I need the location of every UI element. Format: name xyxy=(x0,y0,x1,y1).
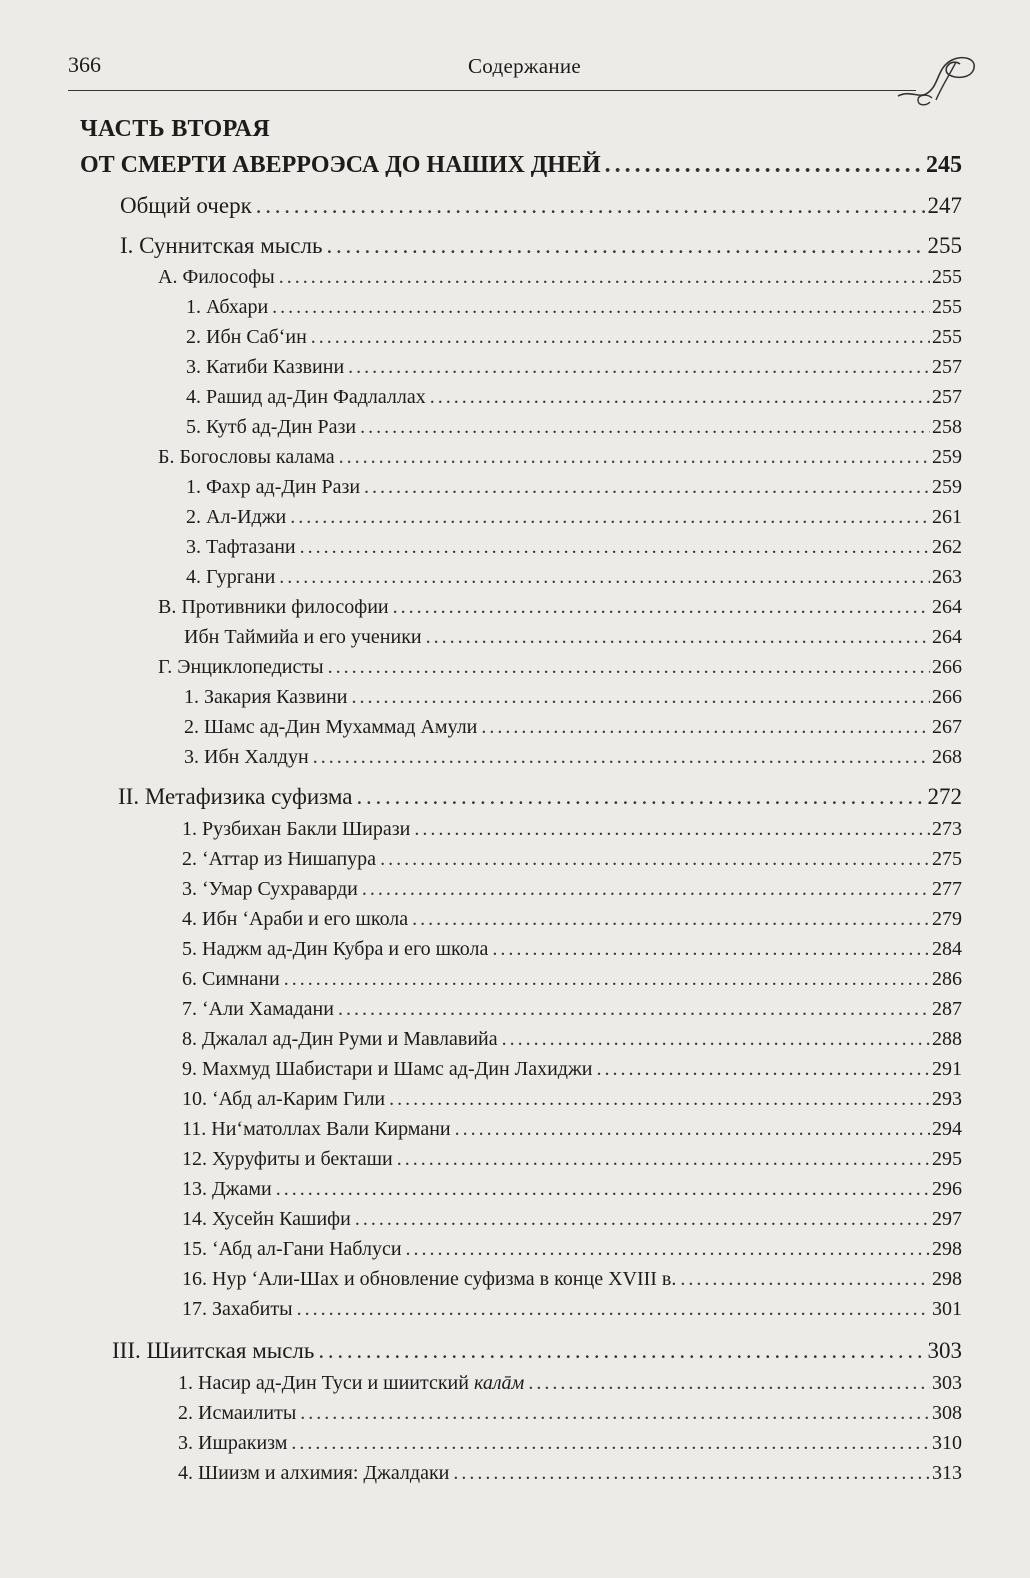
leader-dots xyxy=(300,536,930,559)
toc-entry[interactable] xyxy=(182,848,962,871)
toc-entry[interactable] xyxy=(182,1178,962,1201)
leader-dots xyxy=(455,1118,930,1141)
toc-page: 257 xyxy=(932,356,962,378)
toc-label: 15. ‘Абд ал-Гани Наблуси xyxy=(182,1238,402,1260)
toc-page: 255 xyxy=(932,266,962,288)
toc-entry[interactable] xyxy=(186,536,962,559)
toc-entry[interactable] xyxy=(182,878,962,901)
leader-dots xyxy=(406,1238,930,1261)
part-title: ЧАСТЬ ВТОРАЯ xyxy=(80,116,271,142)
toc-label: 2. ‘Аттар из Нишапура xyxy=(182,848,377,870)
leader-dots xyxy=(453,1462,930,1485)
toc-page: 247 xyxy=(927,193,962,218)
toc-page: 257 xyxy=(932,386,962,408)
toc-entry[interactable] xyxy=(120,193,962,219)
toc-entry[interactable] xyxy=(182,818,962,841)
ornament-flourish-icon xyxy=(896,50,980,108)
leader-dots xyxy=(362,878,930,901)
toc-label-italic: калāм xyxy=(473,1372,525,1394)
running-title: Содержание xyxy=(468,54,582,78)
toc-page: 259 xyxy=(932,476,962,498)
toc-page: 258 xyxy=(932,416,962,438)
leader-dots xyxy=(290,506,930,529)
toc-label: 12. Хуруфиты и бекташи xyxy=(182,1148,393,1170)
leader-dots xyxy=(597,1058,931,1081)
toc-page: 255 xyxy=(932,326,962,348)
toc-page: 298 xyxy=(932,1238,962,1260)
toc-page: 303 xyxy=(927,1338,962,1363)
leader-dots xyxy=(430,386,930,409)
toc-label: 4. Шиизм и алхимия: Джалдаки xyxy=(178,1462,450,1484)
toc-page: 255 xyxy=(927,233,962,258)
toc-label: 4. Гургани xyxy=(186,566,276,588)
toc-page: 291 xyxy=(932,1058,962,1080)
toc-page: 277 xyxy=(932,878,962,900)
toc-entry[interactable] xyxy=(186,416,962,439)
leader-dots xyxy=(328,656,930,679)
toc-entry[interactable] xyxy=(186,386,962,409)
leader-dots xyxy=(348,356,930,379)
toc-entry[interactable] xyxy=(186,296,962,319)
toc-label: 5. Наджм ад-Дин Кубра и его школа xyxy=(182,938,489,960)
toc-page: 288 xyxy=(932,1028,962,1050)
toc-label: ОТ СМЕРТИ АВЕРРОЭСА ДО НАШИХ ДНЕЙ xyxy=(80,152,601,178)
toc-label: 1. Закария Казвини xyxy=(184,686,348,708)
toc-label: 3. Катиби Казвини xyxy=(186,356,345,378)
toc-page: 310 xyxy=(932,1432,962,1454)
toc-label: II. Метафизика суфизма xyxy=(118,784,353,809)
leader-dots xyxy=(397,1148,930,1171)
toc-entry[interactable] xyxy=(182,1088,962,1111)
toc-label: 3. Ишракизм xyxy=(178,1432,288,1454)
leader-dots xyxy=(272,296,930,319)
toc-label: 14. Хусейн Кашифи xyxy=(182,1208,351,1230)
toc-page: 294 xyxy=(932,1118,962,1140)
toc-page: 279 xyxy=(932,908,962,930)
toc-entry[interactable] xyxy=(182,1208,962,1231)
toc-page: 268 xyxy=(932,746,962,768)
leader-dots xyxy=(339,446,930,469)
toc-page: 263 xyxy=(932,566,962,588)
toc-page: 266 xyxy=(932,656,962,678)
toc-entry[interactable] xyxy=(182,1028,962,1051)
toc-label: Ибн Таймийа и его ученики xyxy=(184,626,422,648)
toc-entry[interactable] xyxy=(182,938,962,961)
toc-entry[interactable] xyxy=(184,746,962,769)
toc-label: 4. Ибн ‘Араби и его школа xyxy=(182,908,409,930)
leader-dots xyxy=(414,818,930,841)
toc-label: 2. Ал-Иджи xyxy=(186,506,287,528)
leader-dots xyxy=(605,152,924,179)
toc-entry[interactable] xyxy=(158,596,962,619)
toc-label: I. Суннитская мысль xyxy=(120,233,323,258)
page-number: 366 xyxy=(68,52,101,77)
leader-dots xyxy=(364,476,930,499)
toc-label: 11. Ни‘матоллах Вали Кирмани xyxy=(182,1118,451,1140)
toc-entry[interactable] xyxy=(178,1402,962,1425)
toc-page: 259 xyxy=(932,446,962,468)
toc-page: 297 xyxy=(932,1208,962,1230)
leader-dots xyxy=(300,1402,930,1425)
toc-label: 1. Абхари xyxy=(186,296,269,318)
toc-entry[interactable] xyxy=(178,1462,962,1485)
toc-page: 266 xyxy=(932,686,962,708)
toc-entry[interactable] xyxy=(182,908,962,931)
toc-entry[interactable] xyxy=(182,1298,962,1321)
toc-label-text: 1. Насир ад-Дин Туси и шиитский xyxy=(178,1372,469,1394)
leader-dots xyxy=(326,233,925,259)
toc-page: 308 xyxy=(932,1402,962,1424)
toc-entry[interactable] xyxy=(186,326,962,349)
toc-label: А. Философы xyxy=(158,266,275,288)
leader-dots xyxy=(412,908,930,931)
toc-label: Б. Богословы калама xyxy=(158,446,335,468)
toc-label: 3. Тафтазани xyxy=(186,536,296,558)
leader-dots xyxy=(276,1178,930,1201)
toc-label: 16. Нур ‘Али-Шах и обновление суфизма в конце XVIII в. xyxy=(182,1268,677,1290)
leader-dots xyxy=(313,746,930,769)
toc-entry[interactable] xyxy=(184,686,962,709)
toc-page: 298 xyxy=(932,1268,962,1290)
toc-entry[interactable] xyxy=(186,356,962,379)
toc-page: 301 xyxy=(932,1298,962,1320)
toc-entry[interactable] xyxy=(182,1268,962,1291)
toc-page: 303 xyxy=(932,1372,962,1394)
toc-entry[interactable] xyxy=(184,626,962,649)
toc-label: 1. Рузбихан Бакли Ширази xyxy=(182,818,411,840)
leader-dots xyxy=(360,416,930,439)
toc-page: 267 xyxy=(932,716,962,738)
toc-entry[interactable] xyxy=(158,266,962,289)
toc-label: 2. Исмаилиты xyxy=(178,1402,297,1424)
toc-label: Общий очерк xyxy=(120,193,252,218)
toc-entry[interactable] xyxy=(178,1372,962,1395)
toc-label: 10. ‘Абд ал-Карим Гили xyxy=(182,1088,386,1110)
leader-dots xyxy=(338,998,930,1021)
toc-label xyxy=(178,1372,524,1395)
toc-entry-part[interactable] xyxy=(80,152,962,179)
toc-label: 17. Захабиты xyxy=(182,1298,293,1320)
toc-label: 1. Фахр ад-Дин Рази xyxy=(186,476,361,498)
toc-label: 6. Симнани xyxy=(182,968,280,990)
toc-label: 5. Кутб ад-Дин Рази xyxy=(186,416,357,438)
leader-dots xyxy=(389,1088,930,1111)
toc-page: 313 xyxy=(932,1462,962,1484)
leader-dots xyxy=(279,266,930,289)
toc-page: 261 xyxy=(932,506,962,528)
leader-dots xyxy=(502,1028,930,1051)
leader-dots xyxy=(355,1208,930,1231)
toc-page: 272 xyxy=(927,784,962,809)
toc-entry[interactable] xyxy=(158,656,962,679)
toc-entry[interactable] xyxy=(118,784,962,810)
toc-label: 9. Махмуд Шабистари и Шамс ад-Дин Лахиджи xyxy=(182,1058,593,1080)
toc-entry[interactable] xyxy=(186,476,962,499)
toc-entry[interactable] xyxy=(182,998,962,1021)
toc-entry[interactable] xyxy=(182,1118,962,1141)
toc-page: 264 xyxy=(932,626,962,648)
leader-dots xyxy=(528,1372,930,1395)
toc-label: 7. ‘Али Хамадани xyxy=(182,998,334,1020)
toc-page: 262 xyxy=(932,536,962,558)
leader-dots xyxy=(680,1268,930,1291)
toc-label: 4. Рашид ад-Дин Фадлаллах xyxy=(186,386,426,408)
leader-dots xyxy=(357,784,926,810)
toc-label: 3. Ибн Халдун xyxy=(184,746,309,768)
toc-page: 245 xyxy=(926,152,962,178)
toc-page: 273 xyxy=(932,818,962,840)
leader-dots xyxy=(380,848,930,871)
toc-page: 275 xyxy=(932,848,962,870)
leader-dots xyxy=(492,938,930,961)
toc-entry[interactable] xyxy=(186,566,962,589)
toc-entry[interactable] xyxy=(182,1058,962,1081)
leader-dots xyxy=(426,626,930,649)
toc-entry[interactable] xyxy=(186,506,962,529)
leader-dots xyxy=(291,1432,930,1455)
toc-label: 2. Шамс ад-Дин Мухаммад Амули xyxy=(184,716,478,738)
toc-entry[interactable] xyxy=(182,1238,962,1261)
toc-entry[interactable] xyxy=(182,1148,962,1171)
leader-dots xyxy=(311,326,930,349)
toc-page: 296 xyxy=(932,1178,962,1200)
toc-page: 287 xyxy=(932,998,962,1020)
toc-entry[interactable] xyxy=(178,1432,962,1455)
toc-entry[interactable] xyxy=(158,446,962,469)
toc-page: 284 xyxy=(932,938,962,960)
toc-page: 295 xyxy=(932,1148,962,1170)
leader-dots xyxy=(284,968,930,991)
toc-entry[interactable] xyxy=(120,233,962,259)
page-header xyxy=(68,44,968,104)
toc-entry[interactable] xyxy=(182,968,962,991)
toc-page: 293 xyxy=(932,1088,962,1110)
leader-dots xyxy=(481,716,930,739)
toc-label: 13. Джами xyxy=(182,1178,272,1200)
leader-dots xyxy=(318,1338,925,1364)
toc-page: 286 xyxy=(932,968,962,990)
toc-entry[interactable] xyxy=(184,716,962,739)
leader-dots xyxy=(256,193,926,219)
leader-dots xyxy=(393,596,930,619)
leader-dots xyxy=(279,566,930,589)
toc-entry[interactable] xyxy=(112,1338,962,1364)
leader-dots xyxy=(352,686,931,709)
toc-page: 255 xyxy=(932,296,962,318)
toc-page: 264 xyxy=(932,596,962,618)
header-rule xyxy=(68,90,916,91)
toc-label: III. Шиитская мысль xyxy=(112,1338,315,1363)
leader-dots xyxy=(297,1298,930,1321)
toc-label: Г. Энциклопедисты xyxy=(158,656,324,678)
toc-label: 2. Ибн Саб‘ин xyxy=(186,326,307,348)
toc-label: 8. Джалал ад-Дин Руми и Мавлавийа xyxy=(182,1028,498,1050)
toc-label: В. Противники философии xyxy=(158,596,389,618)
toc-label: 3. ‘Умар Сухраварди xyxy=(182,878,358,900)
